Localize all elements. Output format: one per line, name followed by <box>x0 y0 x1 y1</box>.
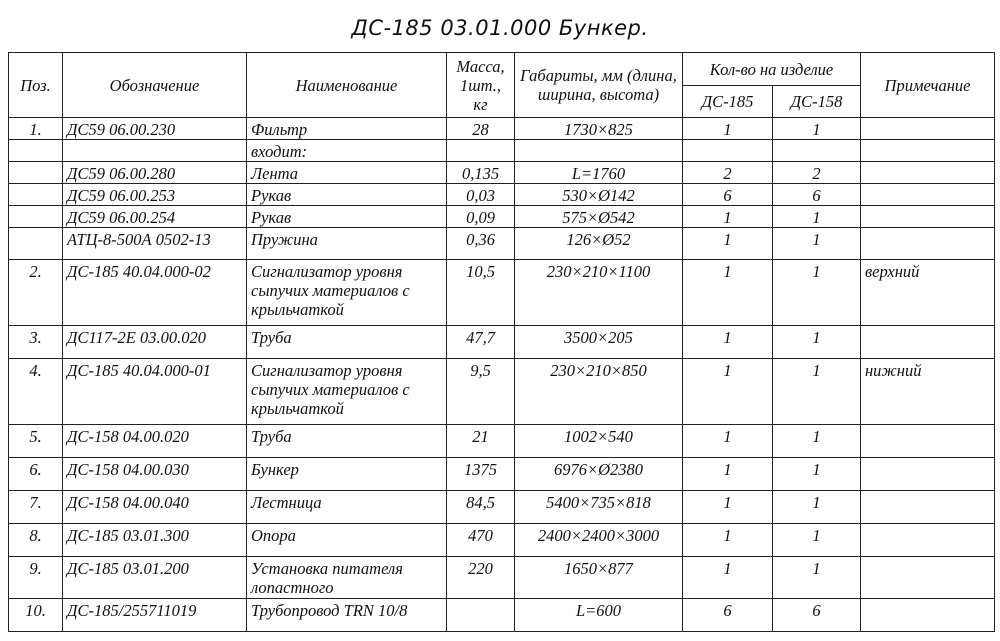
row-qty-ds185: 1 <box>683 206 773 228</box>
row-qty-ds158: 1 <box>773 458 861 491</box>
row-qty-ds185 <box>683 140 773 162</box>
table-row <box>9 599 995 632</box>
row-dims: 1730×825 <box>515 118 683 140</box>
table-row <box>9 228 995 260</box>
row-qty-ds158: 1 <box>773 491 861 524</box>
row-designation: ДС-185/255711019 <box>63 599 247 632</box>
row-qty-ds185: 1 <box>683 118 773 140</box>
row-dims: 530×Ø142 <box>515 184 683 206</box>
header-qty-ds158: ДС-158 <box>773 86 861 118</box>
row-designation: ДС59 06.00.253 <box>63 184 247 206</box>
row-mass: 0,03 <box>447 184 515 206</box>
table-row <box>9 359 995 425</box>
table-row <box>9 260 995 326</box>
row-qty-ds185: 1 <box>683 326 773 359</box>
row-name: Сигнализатор уровня сыпучих материалов с крыльчаткой <box>247 359 447 425</box>
row-name: Сигнализатор уровня сыпучих материалов с крыльчаткой <box>247 260 447 326</box>
spec-table <box>8 52 995 632</box>
row-pos: 4. <box>9 359 63 425</box>
row-qty-ds158: 1 <box>773 228 861 260</box>
row-qty-ds158: 1 <box>773 425 861 458</box>
row-dims: 126×Ø52 <box>515 228 683 260</box>
header-dims: Габариты, мм (длина, ширина, высота) <box>515 53 683 118</box>
table-row <box>9 326 995 359</box>
row-qty-ds158: 1 <box>773 326 861 359</box>
row-pos <box>9 140 63 162</box>
row-qty-ds185: 2 <box>683 162 773 184</box>
row-designation: ДС59 06.00.254 <box>63 206 247 228</box>
row-qty-ds185: 6 <box>683 599 773 632</box>
row-name: Труба <box>247 425 447 458</box>
row-note <box>861 491 995 524</box>
row-dims: 5400×735×818 <box>515 491 683 524</box>
row-pos: 9. <box>9 557 63 599</box>
row-pos: 5. <box>9 425 63 458</box>
row-dims: L=600 <box>515 599 683 632</box>
row-qty-ds185: 1 <box>683 260 773 326</box>
row-qty-ds185: 1 <box>683 491 773 524</box>
row-mass: 0,135 <box>447 162 515 184</box>
row-note <box>861 458 995 491</box>
row-note: верхний <box>861 260 995 326</box>
row-mass: 10,5 <box>447 260 515 326</box>
row-pos: 2. <box>9 260 63 326</box>
row-name: Рукав <box>247 206 447 228</box>
row-designation: ДС-158 04.00.040 <box>63 491 247 524</box>
row-pos <box>9 184 63 206</box>
table-row <box>9 557 995 599</box>
row-designation: ДС-158 04.00.020 <box>63 425 247 458</box>
row-mass: 47,7 <box>447 326 515 359</box>
row-note <box>861 557 995 599</box>
header-note: Примечание <box>861 53 995 118</box>
header-mass: Масса, 1шт., кг <box>447 53 515 118</box>
row-name: Опора <box>247 524 447 557</box>
row-pos: 6. <box>9 458 63 491</box>
row-qty-ds158: 6 <box>773 184 861 206</box>
row-designation: ДС59 06.00.230 <box>63 118 247 140</box>
row-qty-ds158 <box>773 140 861 162</box>
row-mass: 0,09 <box>447 206 515 228</box>
row-qty-ds158: 1 <box>773 524 861 557</box>
row-name: Трубопровод TRN 10/8 <box>247 599 447 632</box>
table-row <box>9 458 995 491</box>
row-dims: 230×210×850 <box>515 359 683 425</box>
header-name: Наименование <box>247 53 447 118</box>
row-note <box>861 162 995 184</box>
row-name: Лестница <box>247 491 447 524</box>
row-name: Лента <box>247 162 447 184</box>
row-designation <box>63 140 247 162</box>
table-row <box>9 140 995 162</box>
row-qty-ds185: 1 <box>683 359 773 425</box>
page-title: ДС-185 03.01.000 Бункер. <box>351 16 649 40</box>
row-qty-ds185: 1 <box>683 425 773 458</box>
row-note <box>861 140 995 162</box>
row-qty-ds158: 2 <box>773 162 861 184</box>
row-mass: 470 <box>447 524 515 557</box>
row-designation: ДС-158 04.00.030 <box>63 458 247 491</box>
row-pos <box>9 162 63 184</box>
row-mass: 9,5 <box>447 359 515 425</box>
row-dims: 1650×877 <box>515 557 683 599</box>
row-mass: 0,36 <box>447 228 515 260</box>
row-pos: 1. <box>9 118 63 140</box>
row-designation: ДС-185 03.01.200 <box>63 557 247 599</box>
row-qty-ds185: 6 <box>683 184 773 206</box>
row-mass: 28 <box>447 118 515 140</box>
row-pos: 7. <box>9 491 63 524</box>
row-note <box>861 206 995 228</box>
header-qty-ds185: ДС-185 <box>683 86 773 118</box>
row-dims: 3500×205 <box>515 326 683 359</box>
row-designation: ДС-185 40.04.000-01 <box>63 359 247 425</box>
row-mass <box>447 140 515 162</box>
row-dims: 6976×Ø2380 <box>515 458 683 491</box>
row-mass: 220 <box>447 557 515 599</box>
header-qty: Кол-во на изделие <box>683 53 861 86</box>
row-dims: 2400×2400×3000 <box>515 524 683 557</box>
row-mass: 84,5 <box>447 491 515 524</box>
row-name: входит: <box>247 140 447 162</box>
row-qty-ds185: 1 <box>683 557 773 599</box>
row-qty-ds158: 1 <box>773 118 861 140</box>
row-designation: ДС-185 40.04.000-02 <box>63 260 247 326</box>
header-pos: Поз. <box>9 53 63 118</box>
row-qty-ds158: 1 <box>773 260 861 326</box>
row-designation: АТЦ-8-500А 0502-13 <box>63 228 247 260</box>
row-dims: L=1760 <box>515 162 683 184</box>
table-row <box>9 118 995 140</box>
row-mass: 1375 <box>447 458 515 491</box>
row-pos: 8. <box>9 524 63 557</box>
table-row <box>9 524 995 557</box>
table-row <box>9 206 995 228</box>
row-designation: ДС-185 03.01.300 <box>63 524 247 557</box>
row-mass: 21 <box>447 425 515 458</box>
row-pos: 3. <box>9 326 63 359</box>
row-note <box>861 184 995 206</box>
table-row <box>9 491 995 524</box>
row-designation: ДС117-2Е 03.00.020 <box>63 326 247 359</box>
row-name: Пружина <box>247 228 447 260</box>
row-dims: 230×210×1100 <box>515 260 683 326</box>
table-row <box>9 184 995 206</box>
row-qty-ds185: 1 <box>683 524 773 557</box>
row-name: Рукав <box>247 184 447 206</box>
row-dims: 575×Ø542 <box>515 206 683 228</box>
row-qty-ds185: 1 <box>683 228 773 260</box>
row-note <box>861 228 995 260</box>
row-name: Фильтр <box>247 118 447 140</box>
row-pos <box>9 228 63 260</box>
row-qty-ds158: 6 <box>773 599 861 632</box>
row-pos <box>9 206 63 228</box>
row-note <box>861 599 995 632</box>
row-note: нижний <box>861 359 995 425</box>
row-note <box>861 524 995 557</box>
row-note <box>861 326 995 359</box>
row-dims <box>515 140 683 162</box>
table-row <box>9 425 995 458</box>
row-dims: 1002×540 <box>515 425 683 458</box>
row-name: Труба <box>247 326 447 359</box>
row-qty-ds158: 1 <box>773 206 861 228</box>
row-designation: ДС59 06.00.280 <box>63 162 247 184</box>
row-qty-ds158: 1 <box>773 557 861 599</box>
row-qty-ds185: 1 <box>683 458 773 491</box>
row-note <box>861 118 995 140</box>
row-name: Установка питателя лопастного <box>247 557 447 599</box>
table-row <box>9 162 995 184</box>
header-designation: Обозначение <box>63 53 247 118</box>
row-qty-ds158: 1 <box>773 359 861 425</box>
row-name: Бункер <box>247 458 447 491</box>
row-mass <box>447 599 515 632</box>
row-note <box>861 425 995 458</box>
row-pos: 10. <box>9 599 63 632</box>
